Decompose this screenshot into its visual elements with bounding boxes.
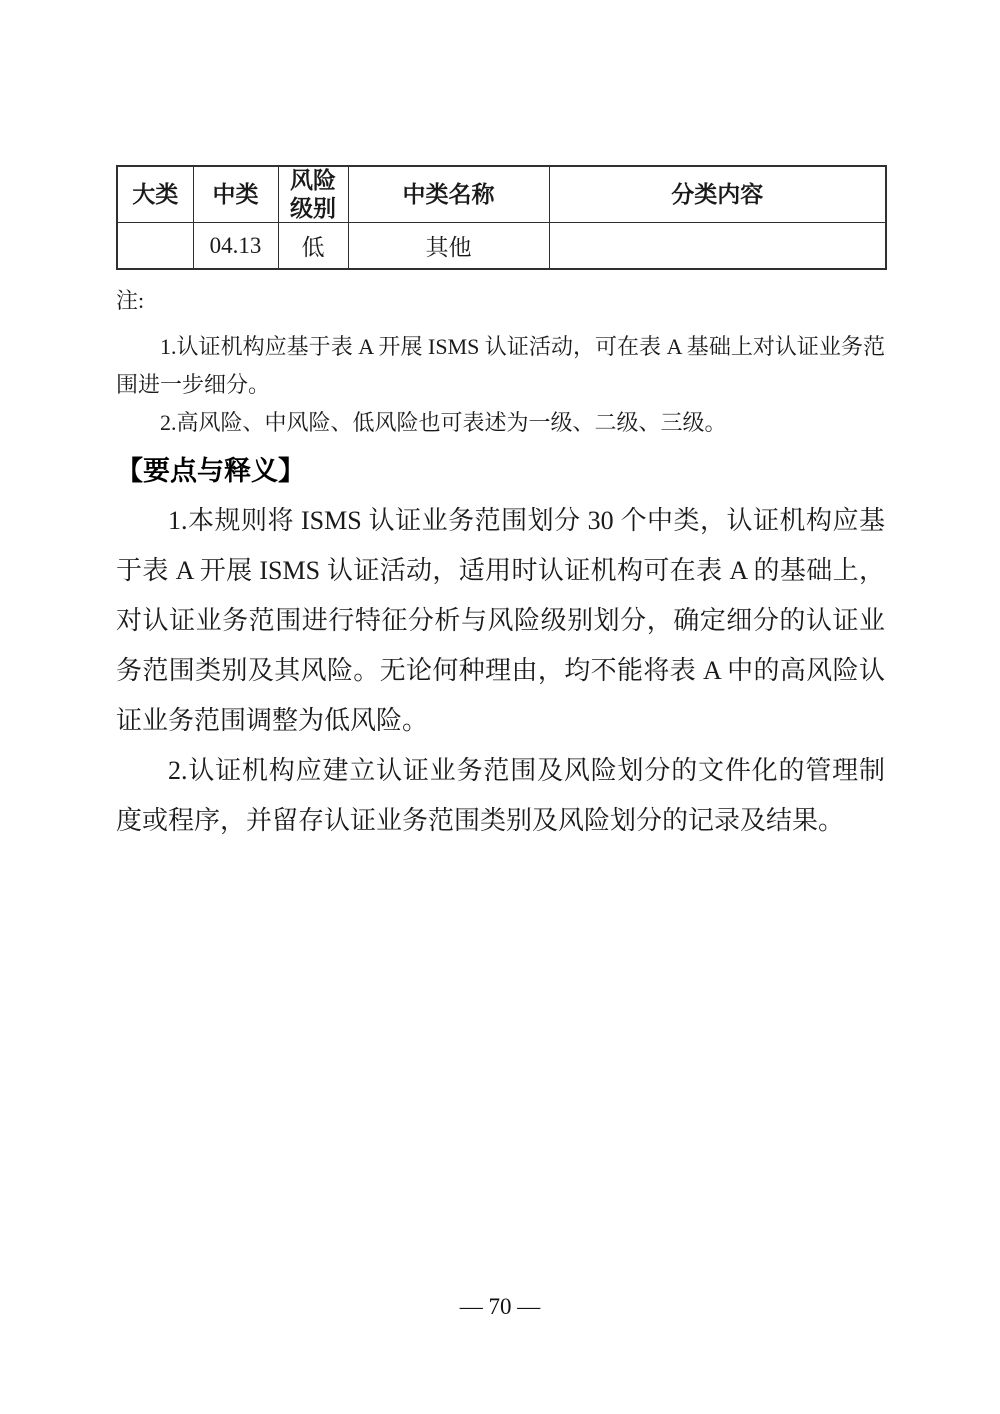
cell-risk-level: 低 <box>278 223 348 270</box>
section-paragraph-2: 2.认证机构应建立认证业务范围及风险划分的文件化的管理制度或程序，并留存认证业务范围类别及风险划分的记录及结果。 <box>116 756 885 836</box>
table-row <box>117 223 886 270</box>
header-major-class: 大类 <box>117 166 193 223</box>
table-header-row <box>117 166 886 223</box>
header-risk-level: 风险级别 <box>278 166 348 223</box>
page-content <box>116 165 885 846</box>
cell-mid-class-code: 04.13 <box>193 223 278 270</box>
header-classification-content: 分类内容 <box>549 166 886 223</box>
note-item-1: 1.认证机构应基于表 A 开展 ISMS 认证活动，可在表 A 基础上对认证业务范围进一步细分。 <box>116 334 885 398</box>
header-mid-class: 中类 <box>193 166 278 223</box>
header-mid-class-name: 中类名称 <box>348 166 549 223</box>
cell-mid-class-name: 其他 <box>348 223 549 270</box>
page-number: — 70 — <box>459 1294 541 1319</box>
section-heading: 【要点与释义】 <box>116 456 305 487</box>
cell-major-class <box>117 223 193 270</box>
notes-label: 注: <box>116 288 145 314</box>
section-paragraph-1: 1.本规则将 ISMS 认证业务范围划分 30 个中类，认证机构应基于表 A 开展 ISMS 认证活动，适用时认证机构可在表 A 的基础上，对认证业务范围进行特征分析与风险级别划分，确定细分的认证业务范围类别及其风险。无论何种理由，均不能将表 A 中的高风险认证业务范围调整为低风险。 <box>116 506 885 736</box>
note-item-2: 2.高风险、中风险、低风险也可表述为一级、二级、三级。 <box>160 410 727 436</box>
classification-table <box>116 165 887 270</box>
cell-classification-content <box>549 223 886 270</box>
